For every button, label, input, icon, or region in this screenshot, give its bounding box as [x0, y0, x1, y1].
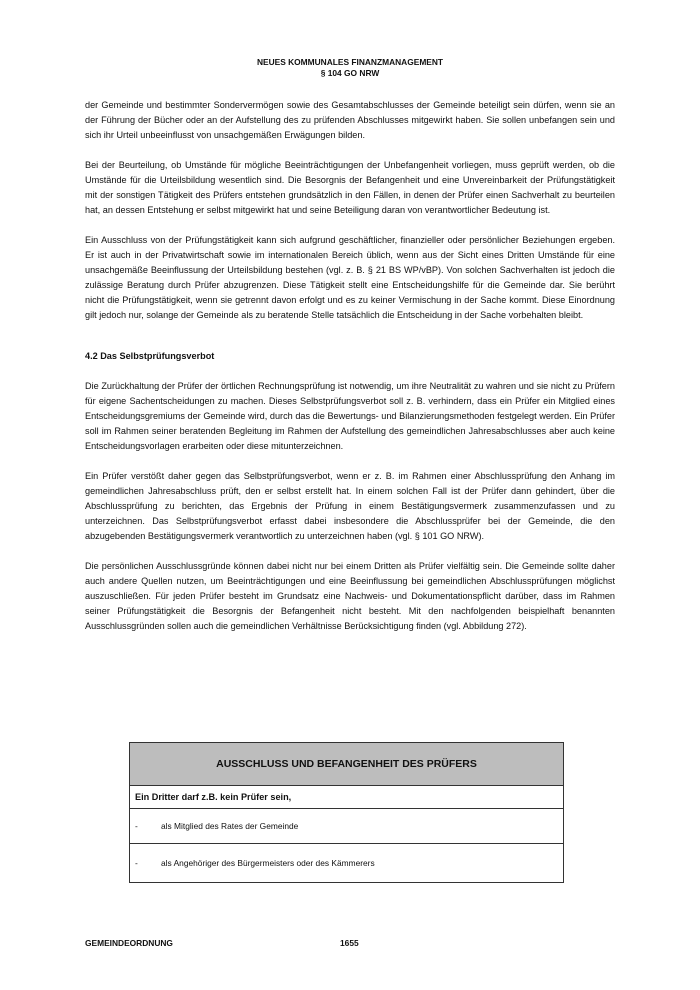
paragraph: Ein Ausschluss von der Prüfungstätigkeit kann sich aufgrund geschäftlicher, finanzieller oder persönlicher Beziehungen ergeben. Er ist auch in der Privatwirtschaft sowie im internationalen Bereich üblich, wenn aus der Sicht eines Dritten Umstände für eine unsachgemäße Beeinflussung der Urteilsbildung bestehen (vgl. z. B. § 21 BS WP/vBP). Von solchen Sachverhalten ist jedoch die zulässige Beratung durch Prüfer abzugrenzen. Diese Tätigkeit stellt eine Entscheidungshilfe für die Gemeinde dar. Sie berührt nicht die Prüfungstätigkeit, wenn sie getrennt davon erfolgt und es zu keiner Vermischung in der Sache kommt. Diese Einordnung gilt jedoch nur, solange der Gemeinde als zu beratende Stelle tatsächlich die Entscheidung in der Sache vorbehalten bleibt.: [85, 235, 615, 320]
header-title: NEUES KOMMUNALES FINANZMANAGEMENT: [256, 57, 444, 67]
page-number: 1655: [340, 938, 359, 948]
page-header: [0, 57, 700, 79]
paragraph: Die Zurückhaltung der Prüfer der örtlichen Rechnungsprüfung ist notwendig, um ihre Neutralität zu wahren und sie nicht zu Prüfern für eigene Sachentscheidungen zu machen. Dieses Selbstprüfungsverbot soll z. B. verhindern, dass ein Prüfer ein Mitglied eines Entscheidungsgremiums der Gemeinde wird, durch das die Bewertungs- und Bilanzierungsmethoden festgelegt werden. Ein Prüfer soll im Rahmen seiner beratenden Begleitung im Rahmen der Aufstellung des gemeindlichen Jahresabschlusses aber auch keine Entscheidungsvorlagen erarbeiten oder diese mitunterzeichnen.: [85, 381, 615, 451]
row-text: als Angehöriger des Bürgermeisters oder des Kämmerers: [161, 858, 375, 868]
table-row: [130, 844, 563, 882]
header-subtitle: § 104 GO NRW: [320, 68, 380, 78]
paragraph: Bei der Beurteilung, ob Umstände für mögliche Beeinträchtigungen der Unbefangenheit vorliegen, muss geprüft werden, ob die Umstände für die Urteilsbildung wesentlich sind. Die Besorgnis der Befangenheit und eine Unvereinbarkeit der Prüfungstätigkeit mit der sonstigen Tätigkeit des Prüfers entstehen grundsätzlich in den Fällen, in denen der Prüfer einen Sachverhalt zu beurteilen hat, an dessen Entstehung er selbst mitgewirkt hat und seine Beteiligung daran von verantwortlicher Bedeutung ist.: [85, 160, 615, 215]
dash-bullet: -: [135, 858, 138, 868]
table-title: AUSSCHLUSS UND BEFANGENHEIT DES PRÜFERS: [130, 743, 563, 786]
paragraph: Die persönlichen Ausschlussgründe können dabei nicht nur bei einem Dritten als Prüfer vielfältig sein. Die Gemeinde sollte daher auch andere Quellen nutzen, um Beeinträchtigungen und eine Beeinflussung bei gemeindlichen Abschlussprüfungen möglichst auszuschließen. Für jeden Prüfer besteht im Grundsatz eine Nachweis- und Dokumentationspflicht darüber, dass im Rahmen seiner Prüfungstätigkeit die Besorgnis der Befangenheit nicht besteht. Mit den nachfolgenden beispielhaft benannten Ausschlussgründen sollen auch die gemeindlichen Verhältnisse Berücksichtigung finden (vgl. Abbildung 272).: [85, 561, 615, 631]
paragraph: der Gemeinde und bestimmter Sondervermögen sowie des Gesamtabschlusses der Gemeinde beteiligt sein dürfen, wenn sie an der Führung der Bücher oder an der Aufstellung des zu prüfenden Abschlusses mitgewirkt haben. Sie sollen unbefangen sein und sich ihr Urteil unbeeinflusst von unsachgemäßen Erwägungen bilden.: [85, 100, 615, 140]
exclusion-table: [129, 742, 564, 883]
dash-bullet: -: [135, 821, 138, 831]
footer-title: GEMEINDEORDNUNG: [85, 938, 173, 948]
table-row: [130, 809, 563, 844]
paragraph: Ein Prüfer verstößt daher gegen das Selbstprüfungsverbot, wenn er z. B. im Rahmen einer Abschlussprüfung den Anhang im gemeindlichen Jahresabschluss prüft, den er selbst erstellt hat. In einem solchen Fall ist der Prüfer dann gehindert, über die Abschlussprüfung zu berichten, das Ergebnis der Prüfung in einem Bestätigungsvermerk zusammenzufassen und zu unterzeichnen. Das Selbstprüfungsverbot erfasst dabei insbesondere die Abschlussprüfer bei der Gemeinde, die den abzugebenden Bestätigungsvermerk verantwortlich zu unterzeichnen haben (vgl. § 101 GO NRW).: [85, 471, 615, 541]
body-text: [85, 98, 615, 649]
table-subtitle: Ein Dritter darf z.B. kein Prüfer sein,: [130, 786, 563, 809]
row-text: als Mitglied des Rates der Gemeinde: [161, 821, 299, 831]
section-heading: 4.2 Das Selbstprüfungsverbot: [85, 351, 215, 361]
